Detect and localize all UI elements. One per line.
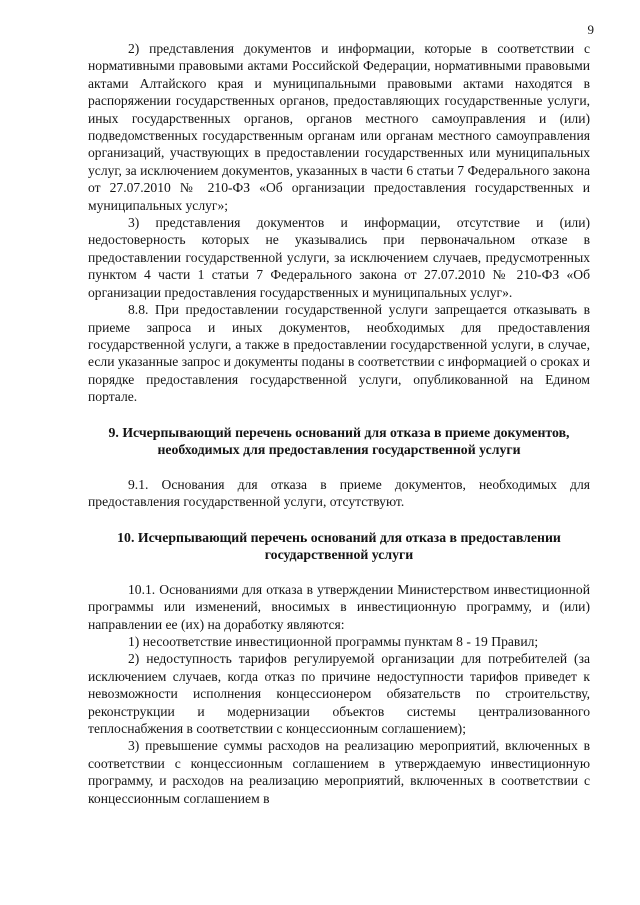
page-number: 9 [587, 22, 594, 37]
list-item-10-1-1: 1) несоответствие инвестиционной программы пунктам 8 - 19 Правил; [128, 633, 539, 649]
paragraph-8-8: 8.8. При предоставлении государственной услуги запрещается отказывать в приеме запроса и иных документов, необходимых для предоставления государственной услуги, а также в предоставлении государственной услуги, в случае, если указанные запрос и документы поданы в соответствии с информацией о сроках и порядке предоставления государственной услуги, опубликованной на Едином портале. [88, 302, 590, 405]
paragraph-item-2: 2) представления документов и информации, которые в соответствии с нормативными правовыми актами Российской Федерации, нормативными правовыми актами Алтайского края и муниципальными правовыми актами находятся в распоряжении государственных органов, предоставляющих государственные услуги, иных государственных органов, органов местного самоуправления и (или) подведомственных государственным органам или органам местного самоуправления организаций, участвующих в предоставлении государственных или муниципальных услуг, за исключением документов, указанных в части 6 статьи 7 Федерального закона от 27.07.2010 № 210-ФЗ «Об организации предоставления государственных и муниципальных услуг»; [88, 41, 590, 213]
paragraph-10-1: 10.1. Основаниями для отказа в утверждении Министерством инвестиционной программы или изменений, вносимых в инвестиционную программу, и (или) направлении ее (их) на доработку являются: [88, 581, 590, 632]
section-heading-10: 10. Исчерпывающий перечень оснований для отказа в предоставлении государственной услуги [117, 529, 561, 563]
document-body [88, 40, 590, 807]
paragraph-item-3: 3) представления документов и информации, отсутствие и (или) недостоверность которых не указывались при первоначальном отказе в предоставлении государственной услуги, за исключением случаев, предусмотренных пунктом 4 части 1 статьи 7 Федерального закона от 27.07.2010 № 210-ФЗ «Об организации предоставления государственных и муниципальных услуг». [88, 215, 590, 300]
section-heading-9: 9. Исчерпывающий перечень оснований для отказа в приеме документов, необходимых для предоставления государственной услуги [108, 424, 570, 458]
list-item-10-1-2: 2) недоступность тарифов регулируемой организации для потребителей (за исключением случаев, когда отказ по причине недоступности тарифов приведет к невозможности исполнения концессионером обязательств по строительству, реконструкции и модернизации объектов системы централизованного теплоснабжения в соответствии с концессионным соглашением); [88, 651, 590, 736]
list-item-10-1-3: 3) превышение суммы расходов на реализацию мероприятий, включенных в соответствии с концессионным соглашением в утверждаемую инвестиционную программу, и расходов на реализацию мероприятий, включенных в соответствии с концессионным соглашением в [88, 738, 590, 806]
paragraph-9-1: 9.1. Основания для отказа в приеме документов, необходимых для предоставления государственной услуги, отсутствуют. [88, 476, 590, 510]
